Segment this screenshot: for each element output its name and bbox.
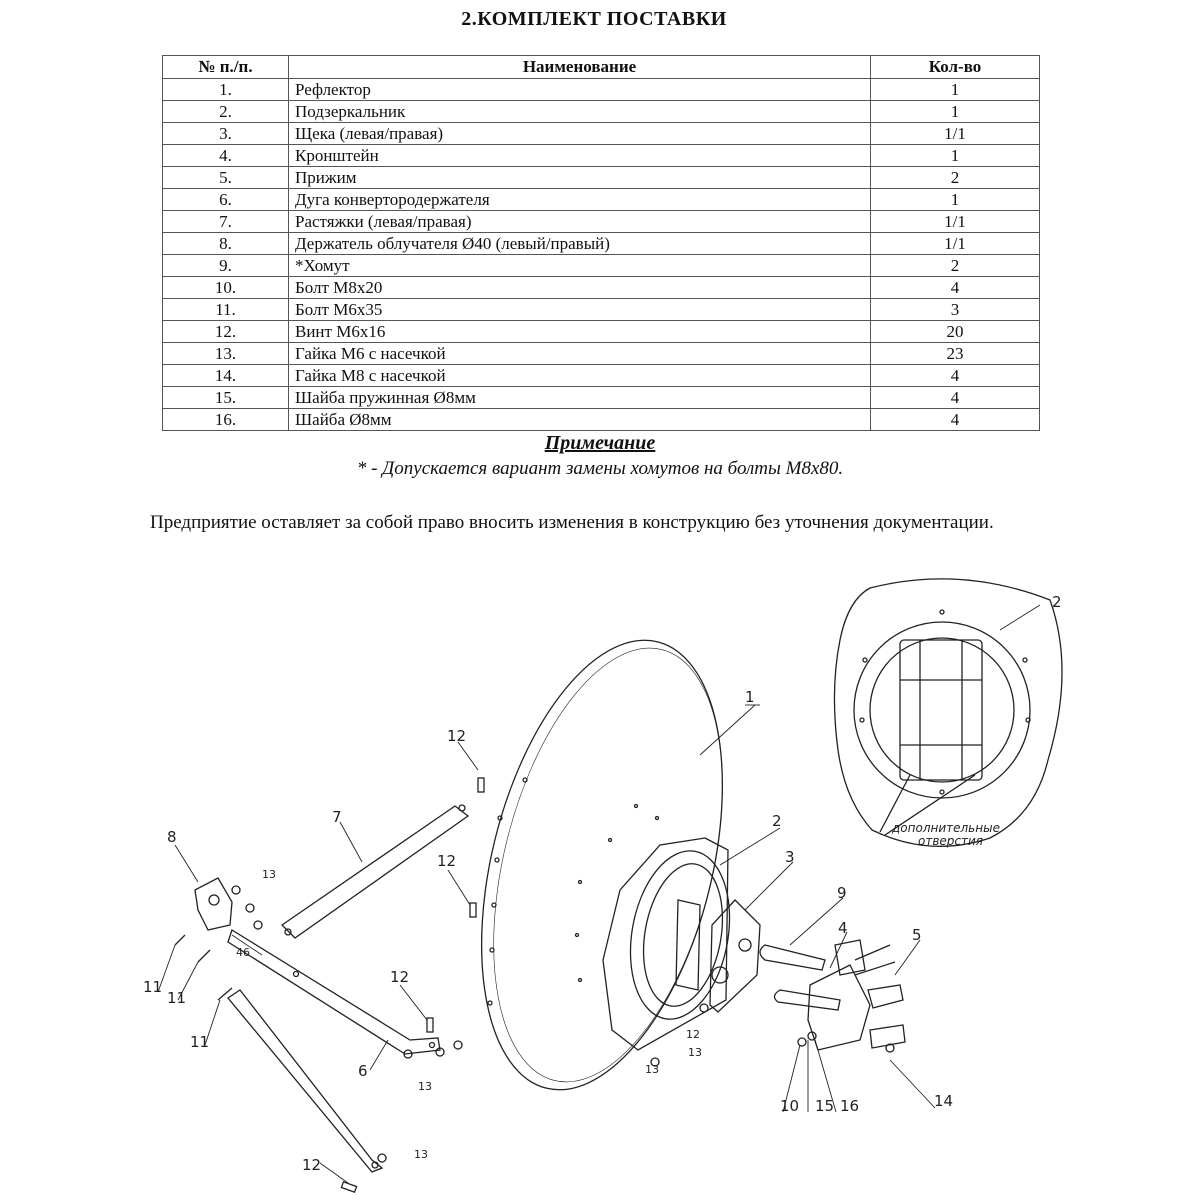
cell-qty: 23 (871, 343, 1040, 365)
cell-number: 8. (163, 233, 289, 255)
cell-name: Гайка М8 с насечкой (289, 365, 871, 387)
callout-13d: 13 (645, 1063, 659, 1076)
callout-11a: 11 (143, 978, 163, 996)
dimension-46-label: 46 (236, 946, 250, 959)
callout-extra-holes-line1: дополнительные (892, 821, 1000, 835)
cell-qty: 1 (871, 79, 1040, 101)
cell-name: Шайба Ø8мм (289, 409, 871, 431)
cell-number: 5. (163, 167, 289, 189)
cell-name: Щека (левая/правая) (289, 123, 871, 145)
feed-holder-8 (195, 878, 232, 930)
callout-16: 16 (840, 1097, 860, 1115)
cell-name: *Хомут (289, 255, 871, 277)
cell-qty: 1 (871, 145, 1040, 167)
cell-number: 11. (163, 299, 289, 321)
callout-5: 5 (912, 926, 922, 944)
cell-name: Винт М6х16 (289, 321, 871, 343)
fasteners (175, 778, 894, 1192)
callout-13c: 13 (414, 1148, 428, 1161)
cell-name: Кронштейн (289, 145, 871, 167)
cell-qty: 1/1 (871, 233, 1040, 255)
leader-lines (158, 605, 1040, 1183)
cell-name: Держатель облучателя Ø40 (левый/правый) (289, 233, 871, 255)
callout-12c: 12 (390, 968, 410, 986)
callout-extra-holes-line2: отверстия (918, 834, 984, 848)
callout-11b: 11 (167, 989, 187, 1007)
cell-number: 10. (163, 277, 289, 299)
cell-qty: 4 (871, 409, 1040, 431)
callout-4: 4 (838, 919, 848, 937)
callout-6: 6 (358, 1062, 368, 1080)
cell-name: Растяжки (левая/правая) (289, 211, 871, 233)
cell-number: 6. (163, 189, 289, 211)
cell-name: Гайка М6 с насечкой (289, 343, 871, 365)
col-header-number: № п./п. (163, 56, 289, 79)
sub-mirror-plate (603, 838, 742, 1050)
callout-9: 9 (837, 884, 847, 902)
callout-15: 15 (815, 1097, 835, 1115)
cell-qty: 2 (871, 167, 1040, 189)
clamp-pads (868, 985, 905, 1048)
cell-qty: 4 (871, 277, 1040, 299)
callout-12a: 12 (447, 727, 467, 745)
note-heading: Примечание (544, 432, 656, 454)
strut-7 (282, 805, 468, 938)
callout-1: 1 (745, 688, 755, 706)
cell-name: Болт М8х20 (289, 277, 871, 299)
cell-number: 13. (163, 343, 289, 365)
cell-qty: 2 (871, 255, 1040, 277)
cell-name: Дуга конвертородержателя (289, 189, 871, 211)
cell-qty: 1 (871, 101, 1040, 123)
cell-number: 2. (163, 101, 289, 123)
mount-bracket (808, 940, 895, 1050)
callout-2: 2 (772, 812, 782, 830)
callout-3: 3 (785, 848, 795, 866)
strut-lower (228, 990, 382, 1172)
callout-8: 8 (167, 828, 177, 846)
callout-12e: 12 (302, 1156, 322, 1174)
detail-view-sub-mirror (834, 579, 1062, 846)
note-text: * - Допускается вариант замены хомутов на болты М8х80. (356, 458, 844, 479)
callout-14: 14 (934, 1092, 954, 1110)
cell-number: 7. (163, 211, 289, 233)
cell-qty: 4 (871, 365, 1040, 387)
cell-number: 12. (163, 321, 289, 343)
callout-13e: 13 (688, 1046, 702, 1059)
cell-name: Прижим (289, 167, 871, 189)
disclaimer-paragraph: Предприятие оставляет за собой право вносить изменения в конструкцию без уточнения документации. (150, 512, 994, 533)
cell-number: 3. (163, 123, 289, 145)
section-title: 2.КОМПЛЕКТ ПОСТАВКИ (461, 8, 727, 30)
callout-12d: 12 (686, 1028, 700, 1041)
cell-number: 1. (163, 79, 289, 101)
cell-qty: 3 (871, 299, 1040, 321)
u-clamps (760, 945, 840, 1010)
cell-number: 15. (163, 387, 289, 409)
cell-name: Рефлектор (289, 79, 871, 101)
callout-12b: 12 (437, 852, 457, 870)
callout-2-detail: 2 (1052, 593, 1062, 611)
cell-qty: 4 (871, 387, 1040, 409)
callout-10: 10 (780, 1097, 800, 1115)
cell-number: 4. (163, 145, 289, 167)
cell-qty: 20 (871, 321, 1040, 343)
cell-qty: 1/1 (871, 123, 1040, 145)
callout-13a: 13 (262, 868, 276, 881)
cell-name: Шайба пружинная Ø8мм (289, 387, 871, 409)
col-header-qty: Кол-во (871, 56, 1040, 79)
col-header-name: Наименование (289, 56, 871, 79)
callout-13b: 13 (418, 1080, 432, 1093)
feed-arc-6 (228, 930, 440, 1054)
cell-qty: 1 (871, 189, 1040, 211)
cell-name: Подзеркальник (289, 101, 871, 123)
cell-number: 9. (163, 255, 289, 277)
cell-number: 16. (163, 409, 289, 431)
callout-11c: 11 (190, 1033, 210, 1051)
cell-number: 14. (163, 365, 289, 387)
callout-7: 7 (332, 808, 342, 826)
cell-name: Болт М6х35 (289, 299, 871, 321)
cell-qty: 1/1 (871, 211, 1040, 233)
